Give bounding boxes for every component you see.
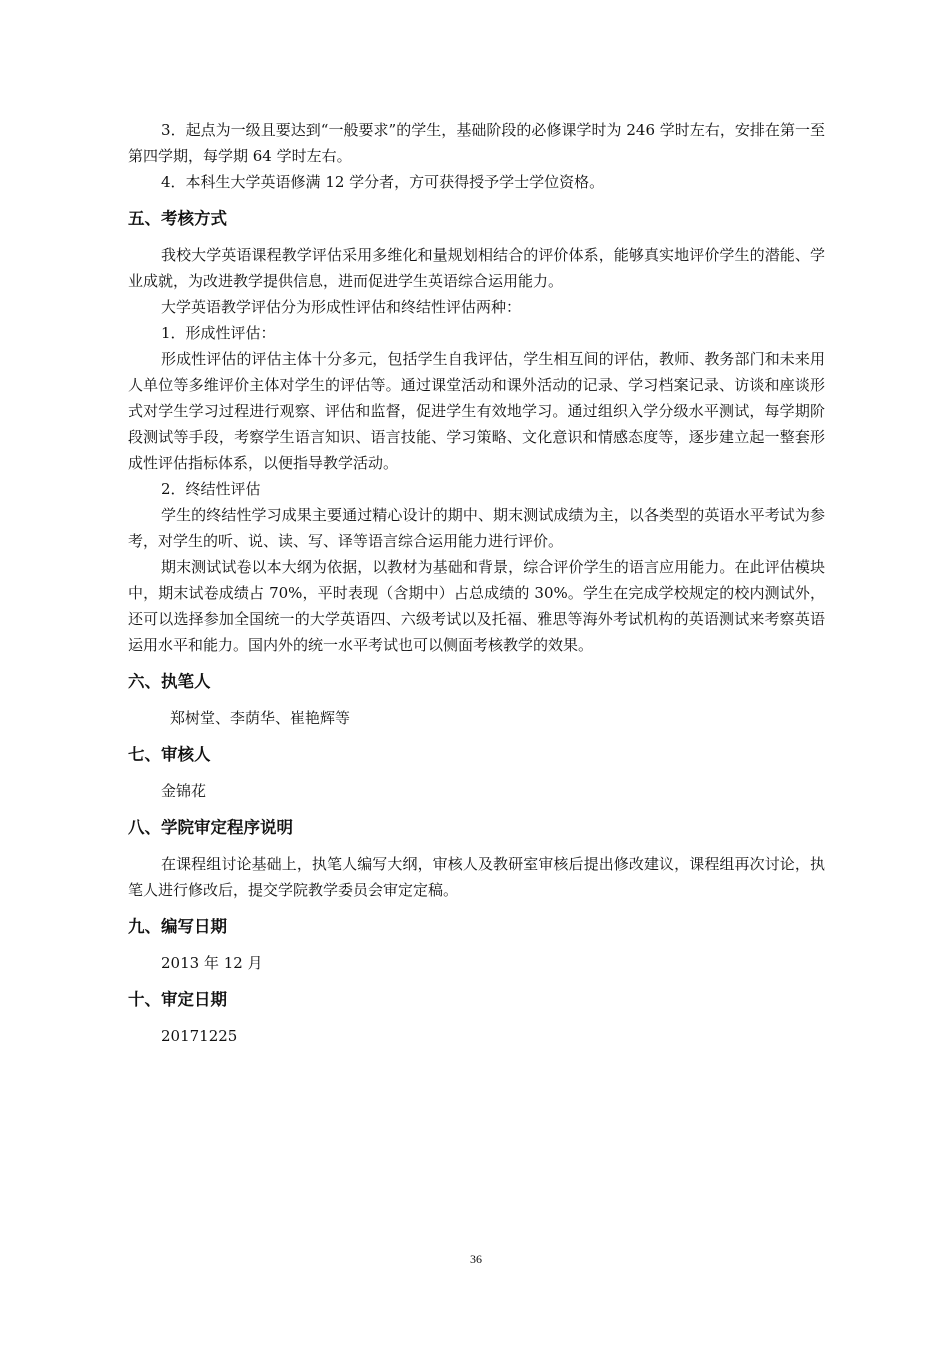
- degree-credit-item-4: 4．本科生大学英语修满 12 学分者，方可获得授予学士学位资格。: [161, 173, 605, 191]
- page-number: 36: [470, 1252, 482, 1266]
- summative-assessment-paragraph: 学生的终结性学习成果主要通过精心设计的期中、期末测试成绩为主，以各类型的英语水平考试为参考，对学生的听、说、读、写、译等语言综合运用能力进行评价。: [128, 506, 825, 550]
- assessment-paragraph-2: 大学英语教学评估分为形成性评估和终结性评估两种：: [161, 298, 522, 316]
- authors-text: 郑树堂、李荫华、崔艳辉等: [170, 709, 351, 727]
- formative-assessment-subheading: 1．形成性评估：: [161, 324, 276, 342]
- section-heading-authors: 六、执笔人: [128, 672, 211, 691]
- section-heading-reviewer: 七、审核人: [128, 745, 211, 764]
- section-heading-assessment: 五、考核方式: [128, 209, 227, 228]
- page-content: [128, 117, 825, 1049]
- section-heading-approval-procedure: 八、学院审定程序说明: [128, 818, 293, 837]
- course-hours-item-3: 3．起点为一级且要达到“一般要求”的学生，基础阶段的必修课学时为 246 学时左右，安排在第一至第四学期，每学期 64 学时左右。: [128, 121, 825, 165]
- final-exam-paragraph: 期末测试试卷以本大纲为依据，以教材为基础和背景，综合评价学生的语言应用能力。在此评估模块中，期末试卷成绩占 70%，平时表现（含期中）占总成绩的 30%。学生在完成学校规定的校内测试外，还可以选择参加全国统一的大学英语四、六级考试以及托福、雅思等海外考试机构的英语测试来考察英语运用水平和能力。国内外的统一水平考试也可以侧面考核教学的效果。: [128, 558, 825, 654]
- approval-procedure-text: 在课程组讨论基础上，执笔人编写大纲，审核人及教研室审核后提出修改建议，课程组再次讨论，执笔人进行修改后，提交学院教学委员会审定定稿。: [128, 855, 825, 899]
- formative-assessment-paragraph: 形成性评估的评估主体十分多元，包括学生自我评估，学生相互间的评估，教师、教务部门和未来用人单位等多维评价主体对学生的评估等。通过课堂活动和课外活动的记录、学习档案记录、访谈和座谈形式对学生学习过程进行观察、评估和监督，促进学生有效地学习。通过组织入学分级水平测试，每学期阶段测试等手段，考察学生语言知识、语言技能、学习策略、文化意识和情感态度等，逐步建立起一整套形成性评估指标体系，以便指导教学活动。: [128, 350, 825, 472]
- approval-date-text: 20171225: [161, 1027, 238, 1045]
- compile-date-text: 2013 年 12 月: [161, 954, 263, 972]
- section-heading-approval-date: 十、审定日期: [128, 990, 227, 1009]
- section-heading-compile-date: 九、编写日期: [128, 917, 227, 936]
- reviewer-text: 金锦花: [161, 782, 207, 800]
- assessment-paragraph-1: 我校大学英语课程教学评估采用多维化和量规划相结合的评价体系，能够真实地评价学生的潜能、学业成就，为改进教学提供信息，进而促进学生英语综合运用能力。: [128, 246, 825, 290]
- summative-assessment-subheading: 2．终结性评估: [161, 480, 261, 498]
